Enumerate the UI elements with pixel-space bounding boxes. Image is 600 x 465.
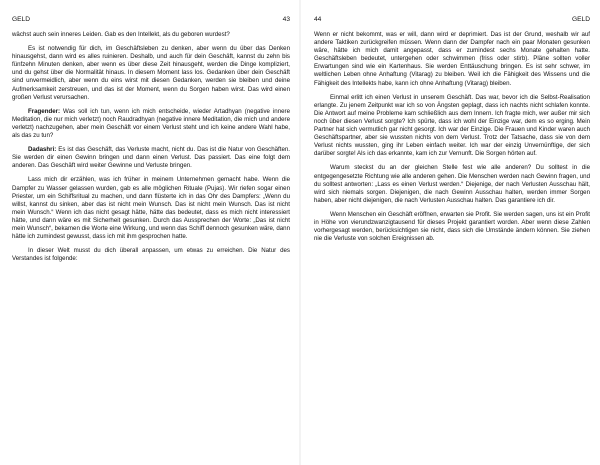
page-number: 44 [314, 16, 322, 23]
left-page-header [12, 16, 290, 24]
paragraph: wächst auch sein inneres Leiden. Gab es den Intellekt, als du geboren wurdest? [12, 31, 230, 38]
running-title: GELD [572, 16, 590, 23]
paragraph: In dieser Welt musst du dich überall anpassen, um etwas zu erreichen. Die Natur des Verstandes ist folgende: [12, 247, 290, 263]
paragraph: Fragender: Was soll ich tun, wenn ich mich entscheide, wieder Artadhyan (negative innere Meditation, die nur mich verletzt) noch Raudradhyan (negative innere Meditation, die mich und andere verletzt) nachzugehen, aber mein Geschäft vor einem Verlust steht und ich keine andere Wahl habe, als das zu tun? [12, 107, 290, 140]
paragraph: Warum steckst du an der gleichen Stelle fest wie alle anderen? Du solltest in die entgegengesetzte Richtung wie alle anderen gehen. Die Menschen werden nach Gewinn fragen, und du solltest antworten: „Lass es einen Verlust werden.“ Diejenige, der nach Verlusten Ausschau hält, wird sich niemals sorgen. Diejenigen, die nach Gewinn Ausschau halten, werden immer Sorgen haben, aber nicht diejenigen, die nach Verlusten Ausschau halten. Das garantiere ich dir. [314, 164, 590, 204]
paragraph: Wenn er nicht bekommt, was er will, dann wird er deprimiert. Das ist der Grund, weshalb wir auf andere Taktiken zurückgreifen müssen. Wenn dann der Dampfer nach ein paar Monaten gesunken wäre, hätte ich mich damit angepasst, dass er zumindest sechs Monate gehalten hatte. Geschäftsleben bedeutet, untergehen oder schwimmen (friss oder stirb). Pläne sollten voller Erwartungen sind wie ein Kartenhaus. Sie werden Enttäuschung bringen. Es ist sehr schwer, im weltlichen Leben ohne Anhaftung (Vitarag) zu bleiben. Weil ich die Fähigkeit des Wissens und die Fähigkeit des Intellekts habe, kann ich ohne Anhaftung (Vitarag) bleiben. [314, 31, 590, 87]
paragraph: Dadashri: Es ist das Geschäft, das Verluste macht, nicht du. Das ist die Natur von Geschäften. Sie werden dir einen Gewinn bringen und dann einen Verlust. Das passiert. Das eine folgt dem anderen. Das Geschäft wird weiter Gewinne und Verluste bringen. [12, 146, 290, 170]
speaker-label: Fragender: [28, 107, 61, 115]
page-number: 43 [282, 16, 290, 23]
left-page-body [12, 31, 290, 263]
paragraph: Es ist notwendig für dich, im Geschäftsleben zu denken, aber wenn du über das Denken hinausgehst, dann wird es alles ruinieren. Deshalb, und auch für dein Geschäft, kannst du zehn bis fünfzehn Minuten denken, aber wenn es über diese Zeit hinausgeht, werden die Dinge kompliziert, und du gehst über die Normalität hinaus. In diesem Moment lass los. Gedanken über dein Geschäft sind unvermeidlich, aber wenn du eins wirst mit diesen Gedanken, werden sie bleiben und deine Aufmerksamkeit zerstreuen, und das ist der Moment, wenn du Sorgen haben wirst. Das wird einen großen Verlust verursachen. [12, 45, 290, 101]
speaker-label: Dadashri: [28, 146, 57, 154]
right-page [300, 0, 600, 465]
right-page-body [314, 31, 590, 243]
paragraph: Einmal erlitt ich einen Verlust in unserem Geschäft. Das war, bevor ich die Selbst-Realisation erlangte. Zu jenem Zeitpunkt war ich so von Ängsten geplagt, dass ich nachts nicht schlafen konnte. Die Antwort auf meine Probleme kam schließlich aus dem Innern. Ich fragte mich, wer außer mir sich noch über diesen Verlust sorgte? Ich spürte, dass ich wohl der Einzige war, dem es so erging. Mein Partner hat sich vermutlich gar nicht gesorgt. Ich war der Einzige. Die Frauen und Kinder waren auch Geschäftspartner, aber sie wussten nichts von dem Verlust. Trotz der Tatsache, dass sie von dem Verlust nichts wussten, ging ihr Leben einfach weiter. Ich war der einzig Unvernünftige, der sich darüber sorgte! Als ich das erkannte, kam ich zur Vernunft. Die Sorgen hörten auf. [314, 93, 590, 158]
paragraph: Wenn Menschen ein Geschäft eröffnen, erwarten sie Profit. Sie werden sagen, uns ist ein Profit in Höhe von vierundzwanzigtausend für dieses Projekt garantiert worden. Aber wenn diese Zahlen vorhergesagt werden, berücksichtigen sie nicht, dass sich die Umstände ändern können. Sie ziehen nie die Verluste von solchen Ereignissen ab. [314, 210, 590, 243]
right-page-header [314, 16, 590, 24]
paragraph: Lass mich dir erzählen, was ich früher in meinem Unternehmen gemacht habe. Wenn die Dampfer zu Wasser gelassen wurden, gab es alle möglichen Rituale (Pujas). Wir riefen sogar einen Priester, um ein Schiffsritual zu machen, und dann flüsterte ich in das Ohr des Dampfers: „Wenn du willst, kannst du sinken, aber das ist nicht mein Wunsch. Das ist nicht mein Wunsch. Das ist nicht mein Wunsch.“ Wenn ich das nicht gesagt hätte, hätte das bedeutet, dass es mich nicht interessiert hätte, und dann wäre es mit Sicherheit gesunken. Durch das Aussprechen der Worte: „Das ist nicht mein Wunsch“, bekamen die Worte eine Wirkung, und wenn das Schiff dennoch gesunken wäre, dann hätte ich zumindest gewusst, dass ich mit ihm gesprochen hatte. [12, 176, 290, 241]
running-title: GELD [12, 16, 30, 23]
